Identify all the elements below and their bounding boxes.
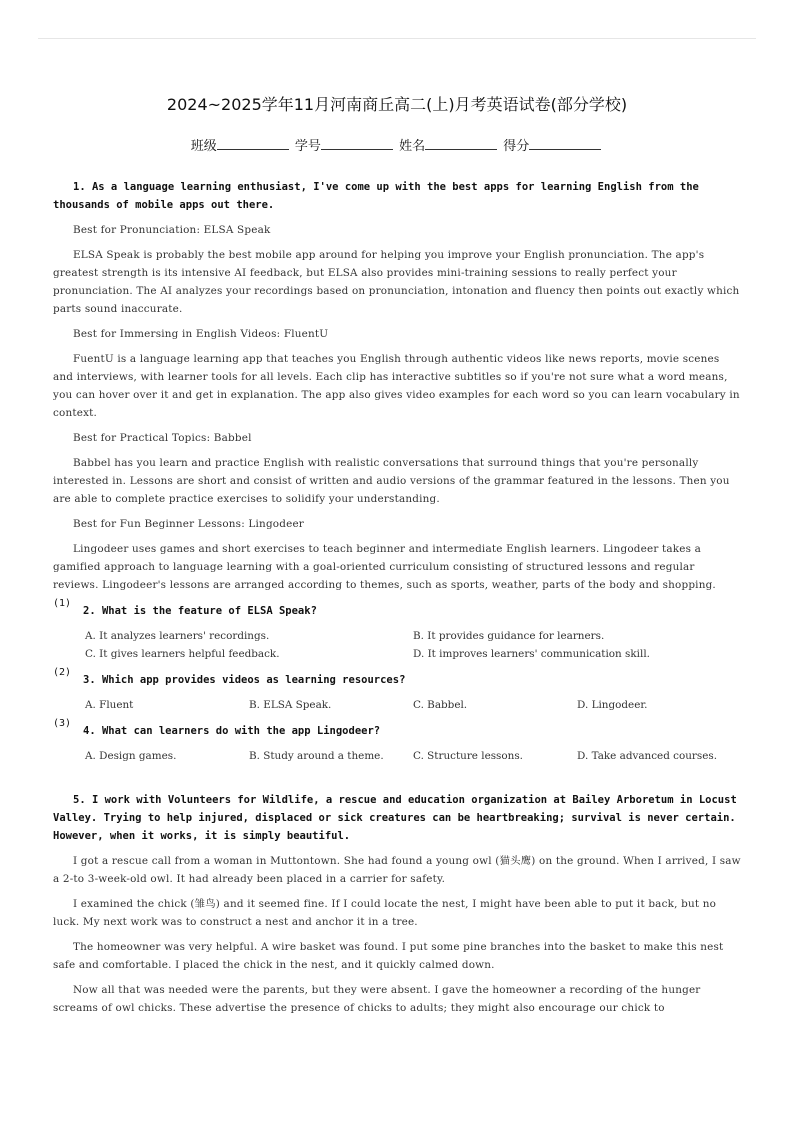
student-info-fields [0, 135, 794, 154]
class-blank[interactable] [217, 138, 289, 150]
sub-question-text: 4. What can learners do with the app Lingodeer? [83, 725, 381, 737]
exam-content [53, 178, 743, 1017]
passage-paragraph: I got a rescue call from a woman in Muttontown. She had found a young owl (猫头鹰) on the ground. When I arrived, I saw a 2-to 3-week-old owl. It had already been placed in a carrier for safety. [53, 855, 741, 885]
sub-question-3 [53, 718, 743, 765]
sub-question-number: (1) [53, 598, 72, 609]
sub-question-number: (3) [53, 718, 72, 729]
name-label: 姓名 [399, 139, 426, 154]
option-d[interactable]: D. It improves learners' communication skill. [413, 648, 650, 660]
exam-title: 2024~2025学年11月河南商丘高二(上)月考英语试卷(部分学校) [166, 95, 628, 114]
passage-paragraph: Lingodeer uses games and short exercises to teach beginner and intermediate English learners. Lingodeer takes a gamified approach to language learning with a goal-oriented curriculum consisting of structured lessons and regular reviews. Lingodeer's lessons are arranged according to themes, such as sports, weather, parts of the body and shopping. [53, 543, 716, 591]
student-id-label: 学号 [294, 139, 321, 154]
option-b[interactable]: B. It provides guidance for learners. [413, 630, 605, 642]
class-label: 班级 [190, 139, 217, 154]
page-top-rule [38, 38, 756, 39]
student-id-blank[interactable] [321, 138, 393, 150]
sub-question-1 [53, 598, 743, 663]
question-5-heading: 5. I work with Volunteers for Wildlife, a rescue and education organization at Bailey Arboretum in Locust Valley. Trying to help injured, displaced or sick creatures can be heartbreaking; survival is never certain. However, when it works, it is simply beautiful. [53, 794, 737, 842]
passage-paragraph: I examined the chick (雏鸟) and it seemed fine. If I could locate the nest, I might have been able to put it back, but no luck. My next work was to construct a nest and anchor it in a tree. [53, 898, 717, 928]
option-d[interactable]: D. Lingodeer. [577, 699, 648, 711]
answer-options [53, 627, 743, 663]
passage-paragraph: Now all that was needed were the parents, but they were absent. I gave the homeowner a recording of the hunger screams of owl chicks. These advertise the presence of chicks to adults; they might also encourage our chick to [53, 984, 701, 1014]
option-c[interactable]: C. It gives learners helpful feedback. [85, 648, 280, 660]
section-spacer [53, 765, 743, 791]
answer-options [53, 696, 743, 714]
option-c[interactable]: C. Structure lessons. [413, 750, 523, 762]
option-d[interactable]: D. Take advanced courses. [577, 750, 718, 762]
sub-question-2 [53, 667, 743, 714]
passage-paragraph: Best for Practical Topics: Babbel [73, 432, 252, 444]
passage-paragraph: Babbel has you learn and practice English with realistic conversations that surround things that you're personally interested in. Lessons are short and consist of written and audio versions of the grammar featured in the lessons. Then you are able to complete practice exercises to solidify your understanding. [53, 457, 730, 505]
passage-paragraph: Best for Immersing in English Videos: FluentU [73, 328, 329, 340]
option-c[interactable]: C. Babbel. [413, 699, 468, 711]
option-b[interactable]: B. ELSA Speak. [249, 699, 332, 711]
option-a[interactable]: A. Fluent [85, 699, 134, 711]
option-a[interactable]: A. It analyzes learners' recordings. [85, 630, 270, 642]
passage-paragraph: Best for Fun Beginner Lessons: Lingodeer [73, 518, 304, 530]
passage-paragraph: The homeowner was very helpful. A wire basket was found. I put some pine branches into the basket to make this nest safe and comfortable. I placed the chick in the nest, and it quickly calmed down. [53, 941, 724, 971]
passage-paragraph: ELSA Speak is probably the best mobile app around for helping you improve your English pronunciation. The app's greatest strength is its intensive AI feedback, but ELSA also provides mini-training sessions to really perfect your pronunciation. The AI analyzes your recordings based on pronunciation, intonation and fluency then points out exactly which parts sound inaccurate. [53, 249, 740, 315]
option-a[interactable]: A. Design games. [85, 750, 177, 762]
name-blank[interactable] [425, 138, 497, 150]
score-blank[interactable] [529, 138, 601, 150]
sub-question-number: (2) [53, 667, 72, 678]
question-1-heading: 1. As a language learning enthusiast, I've come up with the best apps for learning English from the thousands of mobile apps out there. [53, 181, 699, 211]
passage-paragraph: FuentU is a language learning app that teaches you English through authentic videos like news reports, movie scenes and interviews, with learner tools for all levels. Each clip has interactive subtitles so if you're not sure what a word means, you can hover over it and get in explanation. The app also gives video examples for each word so you can learn vocabulary in context. [53, 353, 740, 419]
passage-paragraph: Best for Pronunciation: ELSA Speak [73, 224, 271, 236]
score-label: 得分 [503, 139, 530, 154]
option-b[interactable]: B. Study around a theme. [249, 750, 384, 762]
answer-options [53, 747, 743, 765]
sub-question-text: 3. Which app provides videos as learning resources? [83, 674, 406, 686]
sub-question-text: 2. What is the feature of ELSA Speak? [83, 605, 317, 617]
